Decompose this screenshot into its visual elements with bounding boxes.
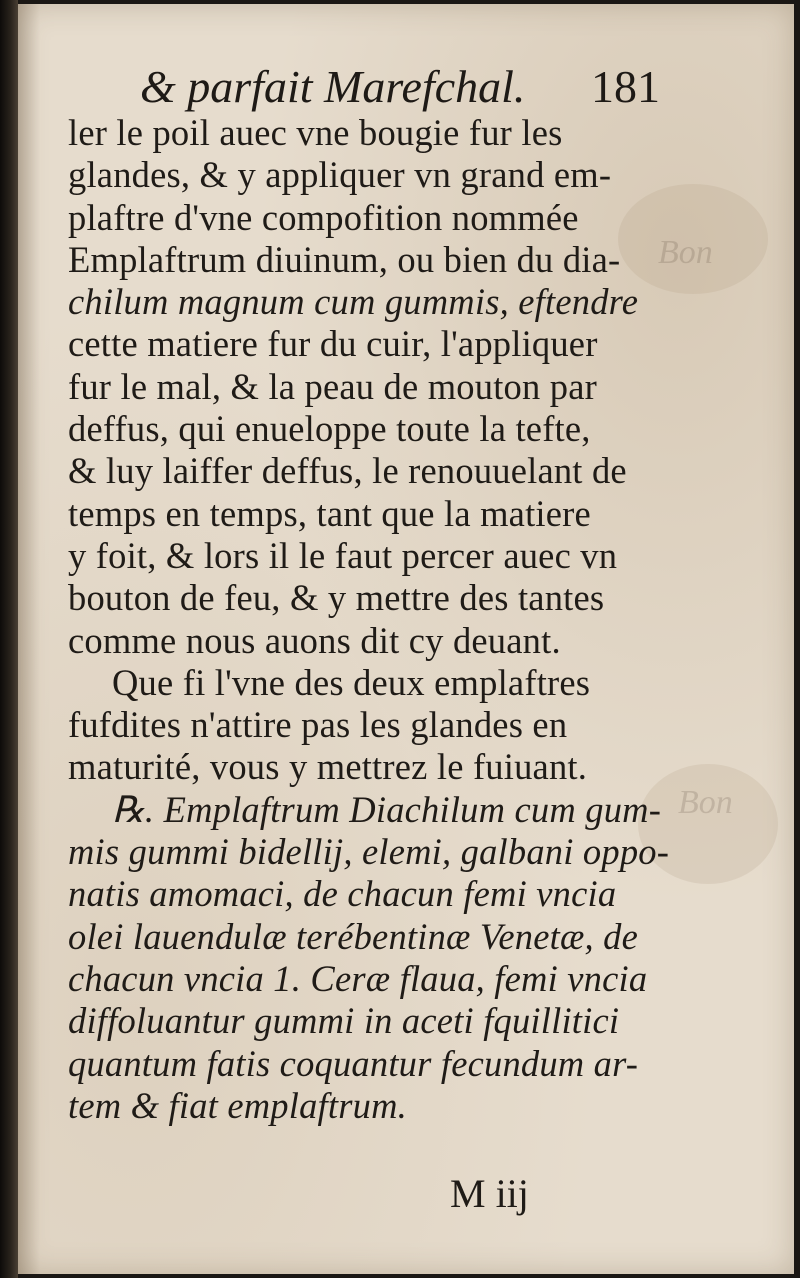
bleed-through-text: Bon: [678, 784, 733, 821]
text-line: plaftre d'vne compofition nommée: [68, 196, 579, 238]
text-line: diffoluantur gummi in aceti fquillitici: [68, 1000, 620, 1042]
running-title: & parfait Marefchal.: [140, 61, 526, 112]
text-line: olei lauendulæ terébentinæ Venetæ, de: [68, 915, 638, 957]
signature-mark: M iij: [450, 1171, 529, 1216]
text-line: fur le mal, & la peau de mouton par: [68, 365, 597, 407]
text-line: ℞. Emplaftrum Diachilum cum gum-: [112, 788, 662, 830]
bleed-through-text: Bon: [658, 234, 713, 271]
text-line: Que fi l'vne des deux emplaftres: [112, 661, 591, 703]
text-line: bouton de feu, & y mettre des tantes: [68, 577, 605, 619]
body-text: [68, 112, 670, 1127]
text-line: natis amomaci, de chacun femi vncia: [68, 873, 617, 915]
book-spine-shadow: [0, 0, 18, 1278]
text-line: Emplaftrum diuinum, ou bien du dia-: [68, 238, 621, 280]
text-line: cette matiere fur du cuir, l'appliquer: [68, 323, 598, 365]
page-number: 181: [591, 61, 660, 112]
text-line: temps en temps, tant que la matiere: [68, 492, 591, 534]
text-line: tem & fiat emplaftrum.: [68, 1084, 407, 1126]
text-line: & luy laiffer deffus, le renouuelant de: [68, 450, 627, 492]
text-line: maturité, vous y mettrez le fuiuant.: [68, 746, 588, 788]
text-line: y foit, & lors il le faut percer auec vn: [68, 534, 618, 576]
text-line: glandes, & y appliquer vn grand em-: [68, 154, 612, 196]
text-line: deffus, qui enueloppe toute la tefte,: [68, 408, 591, 450]
text-line: chilum magnum cum gummis, eftendre: [68, 281, 639, 323]
text-line: ler le poil auec vne bougie fur les: [68, 112, 563, 153]
text-line: chacun vncia 1. Ceræ flaua, femi vncia: [68, 957, 648, 999]
text-line: mis gummi bidellij, elemi, galbani oppo-: [68, 831, 670, 873]
text-line: quantum fatis coquantur fecundum ar-: [68, 1042, 639, 1084]
text-line: comme nous auons dit cy deuant.: [68, 619, 561, 661]
text-line: fufdites n'attire pas les glandes en: [68, 704, 568, 746]
running-header: [140, 60, 660, 120]
